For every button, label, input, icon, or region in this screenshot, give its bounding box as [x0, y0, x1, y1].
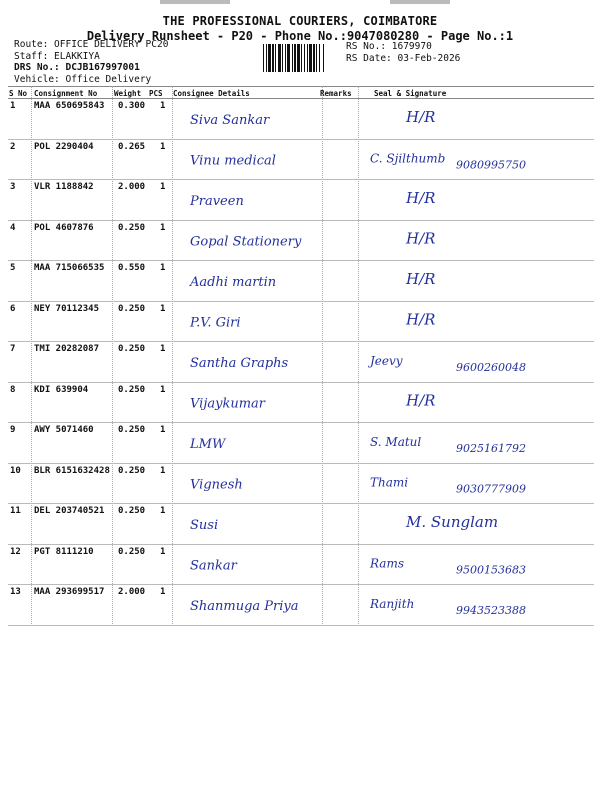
row-sno: 5 — [10, 263, 16, 273]
signature-handwriting: C. Sjilthumb — [370, 151, 446, 166]
row-weight: 2.000 — [118, 182, 146, 192]
document-subtitle: Delivery Runsheet - P20 - Phone No.:9047080280 - Page No.:1 — [86, 29, 514, 43]
document-title: THE PROFESSIONAL COURIERS, COIMBATORE — [162, 14, 438, 28]
signature-handwriting: H/R — [406, 108, 436, 126]
row-sno: 7 — [10, 344, 16, 354]
consignee-handwriting: Susi — [190, 518, 219, 533]
barcode-bar — [263, 44, 264, 72]
row-consignment: AWY 5071460 — [34, 425, 94, 435]
row-pcs: 1 — [160, 222, 166, 233]
header-seal-signature: Seal & Signature — [374, 89, 447, 98]
signature-handwriting: Thami — [370, 475, 409, 490]
signature-handwriting: H/R — [406, 189, 436, 207]
barcode-bar — [313, 44, 315, 72]
row-weight: 0.250 — [118, 465, 146, 476]
vehicle-text: Vehicle: Office Delivery — [14, 73, 152, 85]
row-weight: 0.250 — [118, 425, 146, 435]
row-consignment: BLR 6151632428 — [34, 465, 110, 476]
row-sno: 10 — [10, 465, 21, 476]
row-sno: 6 — [10, 303, 16, 314]
signature-phone: 9030777909 — [456, 482, 526, 496]
row-sno: 3 — [10, 182, 16, 192]
row-sno: 2 — [10, 141, 16, 152]
row-pcs: 1 — [160, 263, 166, 273]
signature-phone: 9600260048 — [456, 361, 526, 374]
row-weight: 0.250 — [118, 546, 146, 557]
header-remarks: Remarks — [320, 89, 352, 98]
barcode-bar — [304, 44, 305, 72]
barcode-bar — [309, 44, 312, 72]
barcode-bar — [319, 44, 320, 72]
row-consignment: POL 4607876 — [34, 222, 94, 233]
signature-phone: 9943523388 — [456, 604, 526, 617]
row-pcs: 1 — [160, 101, 166, 111]
row-weight: 0.250 — [118, 303, 146, 314]
rs-date: RS Date: 03-Feb-2026 — [346, 53, 461, 64]
consignee-handwriting: Praveen — [190, 194, 244, 209]
row-pcs: 1 — [160, 344, 166, 354]
row-pcs: 1 — [160, 384, 166, 395]
header-pcs: PCS — [149, 89, 163, 98]
staff-text: Staff: ELAKKIYA — [14, 50, 100, 62]
runsheet-info-right — [346, 41, 460, 65]
signature-handwriting: Ranjith — [370, 597, 415, 611]
row-weight: 0.265 — [118, 141, 146, 152]
row-consignment: MAA 650695843 — [34, 101, 105, 111]
row-consignment: NEY 70112345 — [34, 303, 100, 314]
runsheet-info-left — [14, 39, 168, 85]
row-sno: 4 — [10, 222, 16, 233]
signature-handwriting: S. Matul — [370, 435, 422, 449]
barcode-bar — [297, 44, 300, 72]
row-consignment: POL 2290404 — [34, 141, 94, 152]
barcode-bar — [287, 44, 290, 72]
signature-handwriting: Rams — [370, 556, 405, 571]
row-consignment: VLR 1188842 — [34, 182, 94, 192]
barcode-bar — [307, 44, 308, 72]
consignee-handwriting: Sankar — [190, 558, 237, 574]
row-sno: 1 — [10, 101, 16, 111]
top-print-marks — [160, 0, 480, 6]
row-pcs: 1 — [160, 141, 166, 152]
consignee-handwriting: Gopal Stationery — [190, 234, 302, 250]
barcode-bar — [316, 44, 317, 72]
row-pcs: 1 — [160, 546, 166, 557]
row-weight: 0.300 — [118, 101, 146, 111]
barcode-bar — [285, 44, 286, 72]
signature-handwriting: Jeevy — [370, 354, 403, 368]
consignee-handwriting: Vignesh — [190, 477, 243, 493]
header-weight: Weight — [114, 89, 142, 98]
header-consignee: Consignee Details — [173, 89, 250, 98]
row-consignment: MAA 293699517 — [34, 587, 105, 597]
barcode-bar — [278, 44, 281, 72]
row-pcs: 1 — [160, 303, 166, 314]
row-consignment: DEL 203740521 — [34, 506, 105, 516]
barcode-bar — [282, 44, 283, 72]
row-weight: 0.250 — [118, 344, 146, 354]
row-sno: 9 — [10, 425, 16, 435]
barcode-bar — [266, 44, 267, 72]
header-sno: S No — [9, 89, 28, 98]
signature-handwriting: H/R — [406, 310, 436, 329]
barcode-bar — [292, 44, 293, 72]
signature-handwriting: H/R — [406, 229, 436, 248]
signature-handwriting: M. Sunglam — [406, 513, 499, 531]
signature-handwriting: H/R — [406, 270, 436, 288]
rs-number: RS No.: 1679970 — [346, 41, 432, 52]
drs-number: DRS No.: DCJB167997001 — [14, 62, 140, 73]
row-consignment: KDI 639904 — [34, 384, 89, 395]
signature-handwriting: H/R — [406, 391, 436, 410]
row-pcs: 1 — [160, 182, 166, 192]
signature-phone: 9500153683 — [456, 563, 526, 577]
row-sno: 11 — [10, 506, 21, 516]
row-consignment: PGT 8111210 — [34, 546, 94, 557]
row-consignment: MAA 715066535 — [34, 263, 105, 273]
barcode-bar — [272, 44, 274, 72]
row-pcs: 1 — [160, 587, 166, 597]
row-sno: 13 — [10, 587, 21, 597]
barcode-bar — [294, 44, 296, 72]
signature-phone: 9025161792 — [456, 442, 526, 455]
row-sno: 12 — [10, 546, 21, 557]
row-weight: 0.250 — [118, 384, 146, 395]
barcode-bar — [301, 44, 302, 72]
consignee-handwriting: P.V. Giri — [190, 315, 241, 331]
row-pcs: 1 — [160, 425, 166, 435]
barcode-bar — [268, 44, 271, 72]
row-weight: 0.250 — [118, 506, 146, 516]
consignee-handwriting: Vijaykumar — [190, 396, 265, 412]
handwriting-layer — [8, 86, 594, 626]
row-weight: 2.000 — [118, 587, 146, 597]
barcode-bar — [323, 44, 324, 72]
consignee-handwriting: LMW — [190, 437, 226, 452]
row-sno: 8 — [10, 384, 16, 395]
consignee-handwriting: Santha Graphs — [190, 356, 289, 371]
header-consignment: Consignment No — [34, 89, 98, 98]
row-pcs: 1 — [160, 465, 166, 476]
signature-phone: 9080995750 — [456, 158, 526, 172]
row-consignment: TMI 20282087 — [34, 344, 100, 354]
route-text: Route: OFFICE DELIVERY PC20 — [14, 39, 169, 50]
barcode-bar — [275, 44, 276, 72]
row-weight: 0.250 — [118, 222, 146, 233]
barcode-image — [262, 44, 342, 72]
consignee-handwriting: Siva Sankar — [190, 113, 270, 128]
consignee-handwriting: Shanmuga Priya — [190, 599, 299, 614]
consignee-handwriting: Vinu medical — [190, 153, 276, 169]
row-pcs: 1 — [160, 506, 166, 516]
consignee-handwriting: Aadhi martin — [190, 275, 277, 290]
row-weight: 0.550 — [118, 263, 146, 273]
